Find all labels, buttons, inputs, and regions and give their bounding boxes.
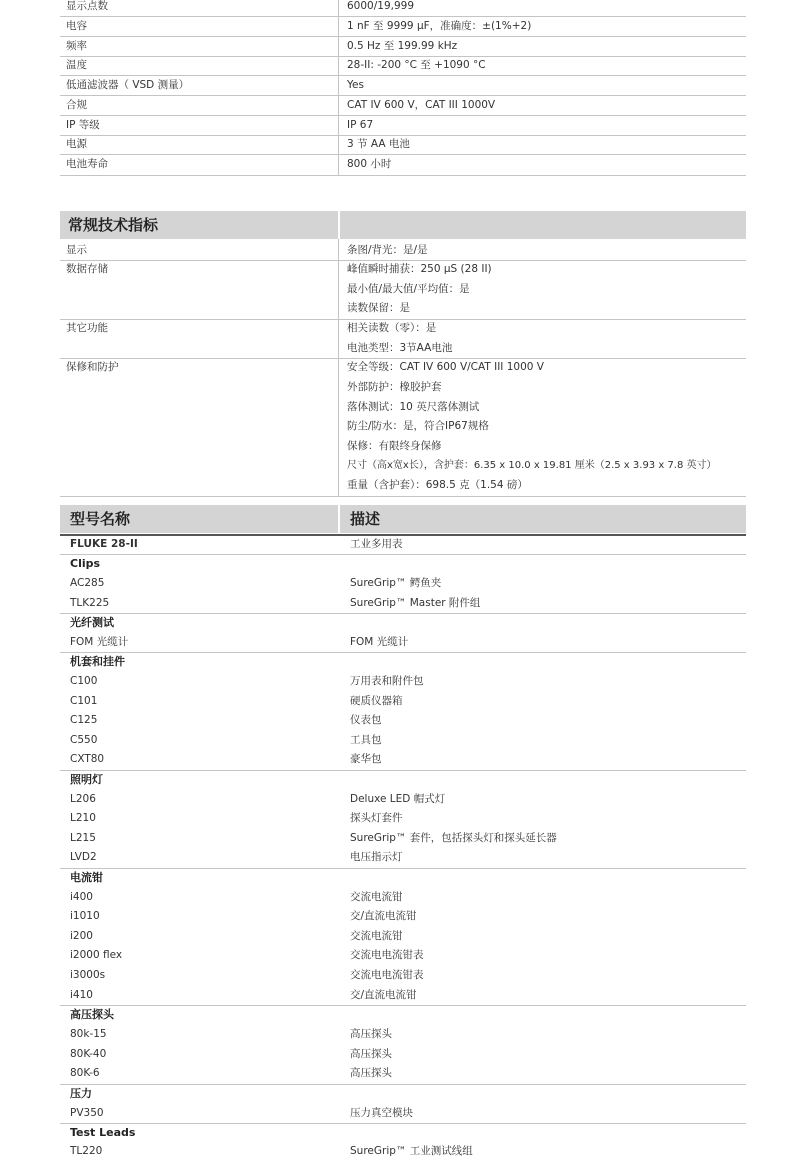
model-name: i400: [70, 891, 93, 903]
model-row: [60, 711, 746, 731]
other-value: 相关读数（零）：是: [347, 322, 437, 334]
model-name: L206: [70, 793, 96, 805]
spec-label: 电池寿命: [66, 158, 108, 170]
model-row: [60, 927, 746, 947]
category-row: [60, 1123, 746, 1143]
category-row: [60, 770, 746, 790]
spec-row: [60, 56, 746, 76]
model-desc: SureGrip™ 工业测试线组: [350, 1145, 473, 1157]
warranty-value: 重量（含护套）：698.5 克（1.54 磅）: [347, 479, 528, 491]
model-desc: 硬质仪器箱: [350, 695, 403, 707]
model-desc: 电压指示灯: [350, 851, 403, 863]
model-name: i3000s: [70, 969, 106, 981]
spec-value: 3 节 AA 电池: [347, 138, 410, 150]
model-name: PV350: [70, 1107, 104, 1119]
spec-value: 6000/19,999: [347, 0, 414, 12]
storage-value: 最小值/最大值/平均值：是: [347, 283, 470, 295]
model-name: TL220: [70, 1145, 103, 1157]
model-row: [60, 535, 746, 555]
model-name: i1010: [70, 910, 100, 922]
model-row: [60, 750, 746, 770]
spec-row: [60, 135, 746, 155]
model-desc: 工业多用表: [350, 538, 403, 550]
model-row: [60, 672, 746, 692]
warranty-row: [60, 358, 746, 378]
model-row: [60, 1064, 746, 1084]
models-header: [60, 505, 746, 533]
model-name: i200: [70, 930, 93, 942]
category-row: [60, 554, 746, 574]
spec-label: 电源: [66, 138, 87, 150]
category-row: [60, 868, 746, 888]
spec-row: [60, 17, 746, 37]
category-title: 电流钳: [70, 871, 103, 884]
model-name: 80K-6: [70, 1067, 100, 1079]
row-divider: [60, 496, 746, 497]
header-divider: [338, 505, 340, 533]
model-desc: SureGrip™ 套件，包括探头灯和探头延长器: [350, 832, 557, 844]
model-desc: 万用表和附件包: [350, 675, 424, 687]
model-desc: 交流电流钳: [350, 930, 403, 942]
model-row: [60, 809, 746, 829]
model-name: C550: [70, 734, 98, 746]
spec-value: CAT IV 600 V，CAT III 1000V: [347, 99, 496, 111]
model-row: [60, 574, 746, 594]
row-divider: [60, 175, 746, 176]
model-row: [60, 986, 746, 1006]
model-desc: 交/直流电流钳: [350, 989, 417, 1001]
spec-label: 频率: [66, 40, 87, 52]
spec-label: 温度: [66, 59, 87, 71]
model-row: [60, 946, 746, 966]
model-name: FOM 光缆计: [70, 636, 129, 648]
warranty-row: [60, 456, 746, 476]
warranty-row: [60, 398, 746, 418]
warranty-value: 落体测试：10 英尺落体测试: [347, 401, 480, 413]
model-desc: 高压探头: [350, 1028, 392, 1040]
model-desc: 交流电流钳: [350, 891, 403, 903]
spec-value: Yes: [347, 79, 364, 91]
models-col-name: 型号名称: [70, 510, 131, 528]
spec-value: 28-II: -200 °C 至 +1090 °C: [347, 59, 486, 71]
other-value: 电池类型：3节AA电池: [347, 342, 453, 354]
model-desc: 工具包: [350, 734, 382, 746]
warranty-row: [60, 437, 746, 457]
spec-label: 合规: [66, 99, 87, 111]
model-row: [60, 633, 746, 653]
warranty-row: [60, 476, 746, 496]
display-row: [60, 241, 746, 261]
model-row: [60, 731, 746, 751]
spec-row: [60, 76, 746, 96]
storage-row: [60, 299, 746, 319]
model-desc: 压力真空模块: [350, 1107, 413, 1119]
storage-row: [60, 280, 746, 300]
model-name: C101: [70, 695, 98, 707]
display-value: 条图/背光：是/是: [347, 244, 428, 256]
spec-label: 显示点数: [66, 0, 108, 12]
model-name: 80K-40: [70, 1048, 107, 1060]
display-label: 显示: [66, 244, 87, 256]
model-desc: Deluxe LED 帽式灯: [350, 793, 446, 805]
model-name: CXT80: [70, 753, 105, 765]
model-name: L210: [70, 812, 96, 824]
spec-label: IP 等级: [66, 119, 100, 131]
model-row: [60, 888, 746, 908]
storage-row: [60, 260, 746, 280]
model-name: FLUKE 28-II: [70, 538, 138, 550]
model-desc: 交流电电流钳表: [350, 969, 424, 981]
model-row: [60, 848, 746, 868]
header-divider: [338, 211, 340, 239]
category-title: 照明灯: [70, 773, 103, 786]
model-name: TLK225: [70, 597, 110, 609]
spec-label: 电容: [66, 20, 87, 32]
spec-row: [60, 155, 746, 175]
model-name: i2000 flex: [70, 949, 123, 961]
model-row: [60, 1142, 746, 1162]
model-name: C100: [70, 675, 98, 687]
model-name: LVD2: [70, 851, 97, 863]
model-desc: 交流电电流钳表: [350, 949, 424, 961]
model-row: [60, 1104, 746, 1124]
other-row: [60, 319, 746, 339]
warranty-value: 保修：有限终身保修: [347, 440, 442, 452]
model-desc: 仪表包: [350, 714, 382, 726]
model-desc: 豪华包: [350, 753, 382, 765]
category-title: 机套和挂件: [70, 655, 125, 668]
other-label: 其它功能: [66, 322, 108, 334]
spec-row: [60, 96, 746, 116]
model-name: i410: [70, 989, 93, 1001]
model-row: [60, 692, 746, 712]
storage-label: 数据存储: [66, 263, 108, 275]
model-row: [60, 594, 746, 614]
model-desc: 高压探头: [350, 1048, 392, 1060]
spec-value: 800 小时: [347, 158, 392, 170]
category-title: 光纤测试: [70, 616, 114, 629]
warranty-row: [60, 417, 746, 437]
spec-row: [60, 0, 746, 17]
warranty-value: 防尘/防水：是，符合IP67规格: [347, 420, 489, 432]
warranty-value: 尺寸（高x宽x长），含护套：6.35 x 10.0 x 19.81 厘米（2.5 x 3.93 x 7.8 英寸）: [347, 460, 717, 471]
other-row: [60, 339, 746, 359]
spec-row: [60, 37, 746, 57]
models-col-desc: 描述: [350, 510, 381, 528]
spec-value: 0.5 Hz 至 199.99 kHz: [347, 40, 458, 52]
warranty-row: [60, 378, 746, 398]
model-desc: SureGrip™ Master 附件组: [350, 597, 481, 609]
model-name: C125: [70, 714, 98, 726]
model-row: [60, 1045, 746, 1065]
model-name: AC285: [70, 577, 105, 589]
general-specs-header: [60, 211, 746, 239]
warranty-label: 保修和防护: [66, 361, 119, 373]
category-row: [60, 1005, 746, 1025]
spec-label: 低通滤波器（ VSD 测量）: [66, 79, 190, 91]
category-title: Clips: [70, 557, 101, 570]
model-name: 80k-15: [70, 1028, 107, 1040]
warranty-value: 外部防护：橡胶护套: [347, 381, 442, 393]
category-title: 高压探头: [70, 1008, 114, 1021]
category-row: [60, 1084, 746, 1104]
model-desc: FOM 光缆计: [350, 636, 409, 648]
storage-value: 峰值瞬时捕获：250 μS (28 II): [347, 263, 492, 275]
model-desc: 交/直流电流钳: [350, 910, 417, 922]
model-row: [60, 1025, 746, 1045]
spec-value: 1 nF 至 9999 μF，准确度：±(1%+2): [347, 20, 532, 32]
model-desc: SureGrip™ 鳄鱼夹: [350, 577, 442, 589]
model-name: L215: [70, 832, 96, 844]
storage-value: 读数保留：是: [347, 302, 410, 314]
model-desc: 探头灯套件: [350, 812, 403, 824]
category-title: Test Leads: [70, 1126, 136, 1139]
model-desc: 高压探头: [350, 1067, 392, 1079]
category-title: 压力: [70, 1087, 92, 1100]
spec-row: [60, 116, 746, 136]
general-specs-title: 常规技术指标: [68, 216, 159, 234]
model-row: [60, 790, 746, 810]
category-row: [60, 613, 746, 633]
spec-value: IP 67: [347, 119, 374, 131]
warranty-value: 安全等级：CAT IV 600 V/CAT III 1000 V: [347, 361, 544, 373]
model-row: [60, 907, 746, 927]
model-row: [60, 829, 746, 849]
model-row: [60, 966, 746, 986]
category-row: [60, 652, 746, 672]
